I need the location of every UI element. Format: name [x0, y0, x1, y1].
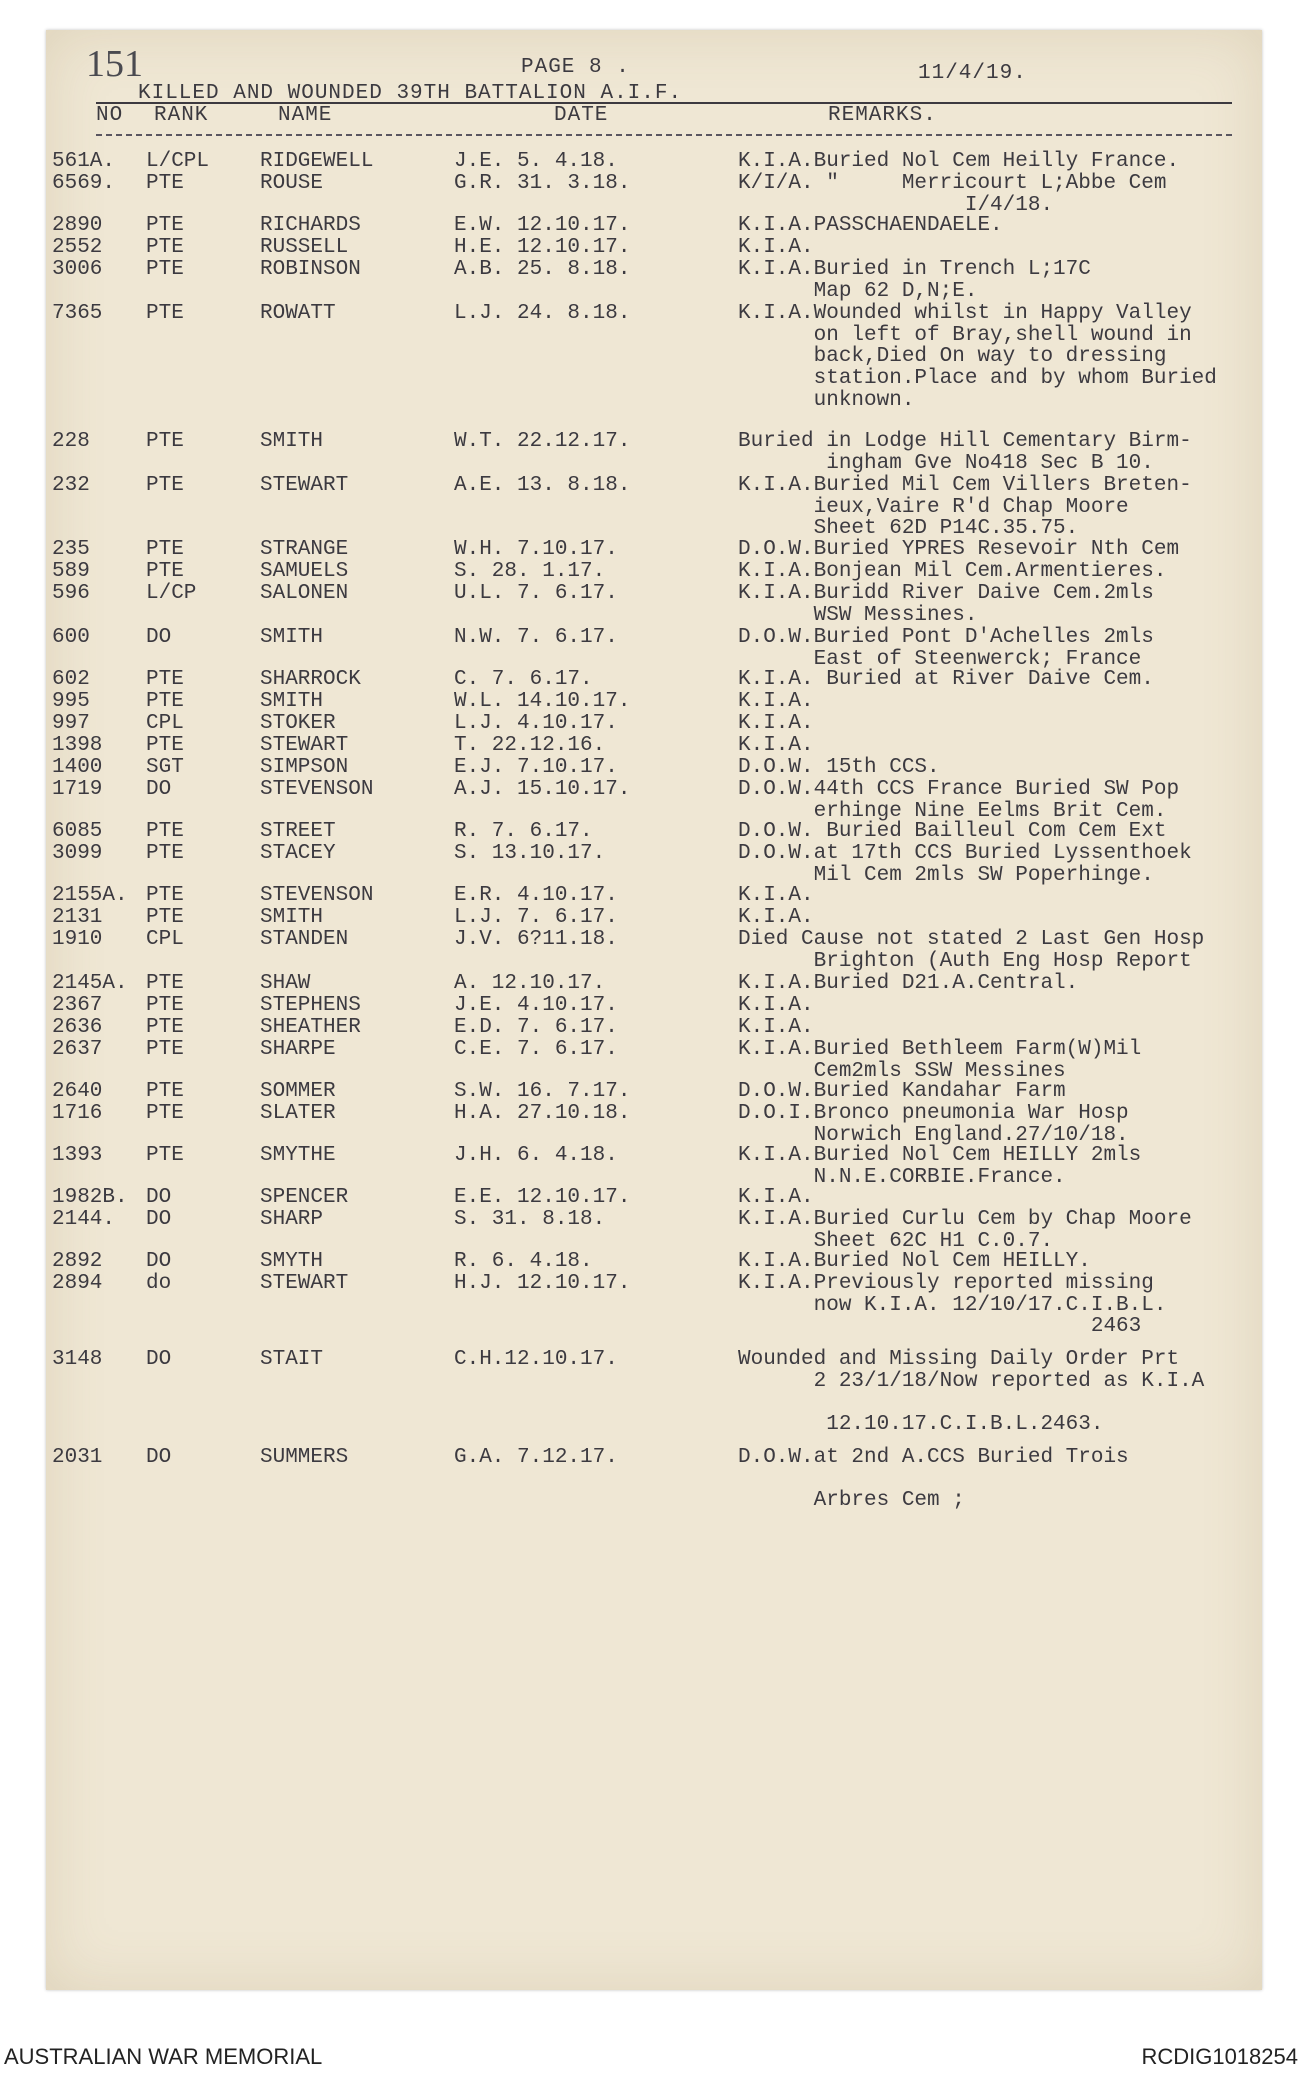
entry-number: 2890 — [52, 214, 103, 237]
entry-name: RIDGEWELL — [260, 150, 374, 173]
entry-rank: PTE — [146, 214, 184, 237]
entry-remarks-line: D.O.I.Bronco pneumonia War Hosp — [738, 1102, 1129, 1125]
entry-name: STEWART — [260, 474, 349, 497]
entry-date: L.J. 24. 8.18. — [454, 302, 631, 325]
entry-name: STEWART — [260, 1272, 349, 1295]
footer-reference: RCDIG1018254 — [1141, 2044, 1298, 2069]
document-title: KILLED AND WOUNDED 39TH BATTALION A.I.F. — [138, 82, 683, 105]
entry-remarks-line: Mil Cem 2mls SW Poperhinge. — [738, 863, 1154, 887]
entry-number: 1910 — [52, 928, 103, 951]
entry-date: G.R. 31. 3.18. — [454, 172, 631, 195]
entry-remarks-line: K.I.A.Buried Curlu Cem by Chap Moore — [738, 1208, 1192, 1231]
entry-remarks-line: K.I.A. — [738, 1186, 814, 1209]
entry-remarks-line: 2 23/1/18/Now reported as K.I.A — [738, 1369, 1205, 1393]
entry-date: H.E. 12.10.17. — [454, 236, 631, 259]
page-label: PAGE 8 . — [521, 56, 630, 79]
entry-name: SOMMER — [260, 1080, 336, 1103]
entry-name: STANDEN — [260, 928, 349, 951]
entry-number: 2367 — [52, 994, 103, 1017]
footer-source: AUSTRALIAN WAR MEMORIAL — [4, 2044, 323, 2069]
entry-number: 235 — [52, 538, 90, 561]
entry-rank: PTE — [146, 734, 184, 757]
entry-remarks-line: ingham Gve No418 Sec B 10. — [738, 451, 1154, 475]
entry-rank: PTE — [146, 172, 184, 195]
entry-remarks-line: K.I.A. — [738, 236, 814, 259]
entry-date: R. 7. 6.17. — [454, 820, 593, 843]
folio-number: 151 — [86, 43, 143, 85]
entry-remarks-line: K.I.A.Buridd River Daive Cem.2mls — [738, 582, 1154, 605]
entry-number: 2637 — [52, 1038, 103, 1061]
entry-remarks-line: K.I.A. — [738, 994, 814, 1017]
entry-remarks-line: K.I.A.Previously reported missing — [738, 1272, 1154, 1295]
entry-date: E.W. 12.10.17. — [454, 214, 631, 237]
entry-date: S. 13.10.17. — [454, 842, 606, 865]
entry-remarks-line: K.I.A. — [738, 884, 814, 907]
entry-rank: PTE — [146, 258, 184, 281]
entry-number: 589 — [52, 560, 90, 583]
entry-remarks-line: unknown. — [738, 388, 915, 412]
entry-remarks-line: D.O.W.at 17th CCS Buried Lyssenthoek — [738, 842, 1192, 865]
entry-name: SMITH — [260, 626, 324, 649]
entry-date: W.T. 22.12.17. — [454, 430, 631, 453]
entry-date: G.A. 7.12.17. — [454, 1446, 618, 1469]
entry-date: N.W. 7. 6.17. — [454, 626, 618, 649]
entry-name: SAMUELS — [260, 560, 349, 583]
entry-rank: SGT — [146, 756, 184, 779]
entry-remarks-line: K.I.A.Buried D21.A.Central. — [738, 972, 1079, 995]
entry-remarks-line: D.O.W.Buried Pont D'Achelles 2mls — [738, 626, 1154, 649]
entry-rank: PTE — [146, 1080, 184, 1103]
entry-rank: DO — [146, 1348, 172, 1371]
entry-name: ROBINSON — [260, 258, 361, 281]
entry-rank: PTE — [146, 1016, 184, 1039]
entry-date: E.R. 4.10.17. — [454, 884, 618, 907]
casualty-list — [46, 30, 1262, 1990]
entry-date: T. 22.12.16. — [454, 734, 606, 757]
entry-remarks-line: now K.I.A. 12/10/17.C.I.B.L. — [738, 1293, 1167, 1317]
entry-rank: L/CP — [146, 582, 197, 605]
entry-remarks-line: K.I.A.Buried Mil Cem Villers Breten- — [738, 474, 1192, 497]
entry-name: SHEATHER — [260, 1016, 361, 1039]
entry-date: J.E. 5. 4.18. — [454, 150, 618, 173]
entry-date: A.E. 13. 8.18. — [454, 474, 631, 497]
entry-date: J.E. 4.10.17. — [454, 994, 618, 1017]
entry-remarks-line: D.O.W.Buried YPRES Resevoir Nth Cem — [738, 538, 1180, 561]
entry-number: 6569. — [52, 172, 116, 195]
entry-name: SMITH — [260, 430, 324, 453]
entry-date: C. 7. 6.17. — [454, 668, 593, 691]
entry-name: SUMMERS — [260, 1446, 349, 1469]
entry-remarks-line: ieux,Vaire R'd Chap Moore — [738, 495, 1129, 519]
entry-remarks-line: K.I.A.Buried Nol Cem HEILLY. — [738, 1250, 1091, 1273]
entry-number: 1398 — [52, 734, 103, 757]
entry-rank: PTE — [146, 668, 184, 691]
entry-name: SPENCER — [260, 1186, 349, 1209]
column-header-rank: RANK — [154, 104, 209, 127]
entry-number: 600 — [52, 626, 90, 649]
entry-date: C.H.12.10.17. — [454, 1348, 618, 1371]
entry-date: A. 12.10.17. — [454, 972, 606, 995]
entry-date: S. 31. 8.18. — [454, 1208, 606, 1231]
entry-number: 596 — [52, 582, 90, 605]
entry-name: SHAW — [260, 972, 311, 995]
document-sheet — [46, 30, 1262, 1990]
entry-number: 228 — [52, 430, 90, 453]
entry-number: 2894 — [52, 1272, 103, 1295]
entry-number: 995 — [52, 690, 90, 713]
entry-rank: DO — [146, 626, 172, 649]
entry-number: 2145A. — [52, 972, 128, 995]
entry-name: SMYTHE — [260, 1144, 336, 1167]
entry-rank: DO — [146, 1446, 172, 1469]
entry-date: E.E. 12.10.17. — [454, 1186, 631, 1209]
entry-remarks-line: Map 62 D,N;E. — [738, 279, 978, 303]
entry-number: 2892 — [52, 1250, 103, 1273]
entry-name: RUSSELL — [260, 236, 349, 259]
entry-rank: PTE — [146, 1102, 184, 1125]
entry-remarks-line: K.I.A. — [738, 712, 814, 735]
entry-name: STAIT — [260, 1348, 324, 1371]
entry-remarks-line: K.I.A. — [738, 906, 814, 929]
entry-remarks-line: Cem2mls SSW Messines — [738, 1059, 1066, 1083]
entry-number: 6085 — [52, 820, 103, 843]
entry-name: SMITH — [260, 690, 324, 713]
entry-number: 2552 — [52, 236, 103, 259]
entry-remarks-line: Buried in Lodge Hill Cementary Birm- — [738, 430, 1192, 453]
entry-number: 2031 — [52, 1446, 103, 1469]
column-header-remarks: REMARKS. — [828, 104, 937, 127]
entry-name: STEPHENS — [260, 994, 361, 1017]
entry-number: 997 — [52, 712, 90, 735]
entry-remarks-line: Arbres Cem ; — [738, 1489, 965, 1513]
entry-date: S. 28. 1.17. — [454, 560, 606, 583]
entry-remarks-line: K.I.A.Buried Nol Cem Heilly France. — [738, 150, 1180, 173]
entry-name: SIMPSON — [260, 756, 349, 779]
entry-rank: PTE — [146, 538, 184, 561]
entry-remarks-line: I/4/18. — [738, 193, 1054, 217]
entry-remarks-line: N.N.E.CORBIE.France. — [738, 1165, 1066, 1189]
entry-date: J.H. 6. 4.18. — [454, 1144, 618, 1167]
entry-rank: DO — [146, 778, 172, 801]
entry-remarks-line: K.I.A.Buried in Trench L;17C — [738, 258, 1091, 281]
entry-name: STOKER — [260, 712, 336, 735]
entry-number: 2640 — [52, 1080, 103, 1103]
entry-number: 561A. — [52, 150, 116, 173]
entry-remarks-line: Died Cause not stated 2 Last Gen Hosp — [738, 928, 1205, 951]
entry-name: SMITH — [260, 906, 324, 929]
entry-date: A.J. 15.10.17. — [454, 778, 631, 801]
entry-remarks-line: 12.10.17.C.I.B.L.2463. — [738, 1413, 1104, 1437]
entry-name: STRANGE — [260, 538, 349, 561]
entry-remarks-line: Wounded and Missing Daily Order Prt — [738, 1348, 1180, 1371]
entry-rank: PTE — [146, 884, 184, 907]
entry-remarks-line: K.I.A. — [738, 1016, 814, 1039]
entry-date: J.V. 6?11.18. — [454, 928, 618, 951]
entry-rank: PTE — [146, 842, 184, 865]
entry-name: SHARPE — [260, 1038, 336, 1061]
entry-rank: PTE — [146, 906, 184, 929]
entry-remarks-line: K.I.A.Buried Nol Cem HEILLY 2mls — [738, 1144, 1142, 1167]
entry-number: 7365 — [52, 302, 103, 325]
entry-remarks-line: station.Place and by whom Buried — [738, 367, 1217, 391]
entry-remarks-line: D.O.W.44th CCS France Buried SW Pop — [738, 778, 1180, 801]
entry-rank: PTE — [146, 820, 184, 843]
entry-number: 3099 — [52, 842, 103, 865]
entry-remarks-line: Sheet 62C H1 C.0.7. — [738, 1229, 1054, 1253]
entry-remarks-line: on left of Bray,shell wound in — [738, 323, 1192, 347]
entry-number: 3006 — [52, 258, 103, 281]
entry-remarks-line: K.I.A. Buried at River Daive Cem. — [738, 668, 1154, 691]
entry-name: SLATER — [260, 1102, 336, 1125]
entry-name: SALONEN — [260, 582, 349, 605]
entry-name: RICHARDS — [260, 214, 361, 237]
entry-number: 1716 — [52, 1102, 103, 1125]
entry-name: SMYTH — [260, 1250, 324, 1273]
entry-number: 1982B. — [52, 1186, 128, 1209]
column-header-no: NO — [96, 104, 124, 127]
entry-rank: PTE — [146, 474, 184, 497]
entry-number: 1393 — [52, 1144, 103, 1167]
entry-remarks-line: D.O.W. Buried Bailleul Com Cem Ext — [738, 820, 1167, 843]
entry-name: SHARP — [260, 1208, 324, 1231]
entry-date: U.L. 7. 6.17. — [454, 582, 618, 605]
entry-name: STEVENSON — [260, 778, 374, 801]
entry-rank: DO — [146, 1250, 172, 1273]
entry-remarks-line: K.I.A.PASSCHAENDAELE. — [738, 214, 1003, 237]
entry-date: H.A. 27.10.18. — [454, 1102, 631, 1125]
entry-remarks-line: K.I.A. — [738, 690, 814, 713]
entry-date: W.L. 14.10.17. — [454, 690, 631, 713]
entry-rank: do — [146, 1272, 172, 1295]
entry-remarks-line: D.O.W. 15th CCS. — [738, 756, 940, 779]
entry-name: STREET — [260, 820, 336, 843]
entry-rank: CPL — [146, 928, 184, 951]
entry-remarks-line: Sheet 62D P14C.35.75. — [738, 517, 1079, 541]
entry-date: L.J. 7. 6.17. — [454, 906, 618, 929]
entry-remarks-line: K/I/A. " Merricourt L;Abbe Cem — [738, 172, 1167, 195]
entry-date: R. 6. 4.18. — [454, 1250, 593, 1273]
entry-rank: CPL — [146, 712, 184, 735]
entry-date: E.J. 7.10.17. — [454, 756, 618, 779]
document-date: 11/4/19. — [918, 62, 1027, 85]
entry-number: 2144. — [52, 1208, 116, 1231]
entry-rank: PTE — [146, 690, 184, 713]
entry-rank: PTE — [146, 236, 184, 259]
entry-rank: PTE — [146, 1038, 184, 1061]
column-header-date: DATE — [554, 104, 609, 127]
entry-rank: PTE — [146, 302, 184, 325]
entry-number: 2636 — [52, 1016, 103, 1039]
entry-name: STEVENSON — [260, 884, 374, 907]
entry-name: SHARROCK — [260, 668, 361, 691]
entry-date: L.J. 4.10.17. — [454, 712, 618, 735]
entry-remarks-line: K.I.A. — [738, 734, 814, 757]
entry-date: S.W. 16. 7.17. — [454, 1080, 631, 1103]
entry-rank: PTE — [146, 430, 184, 453]
entry-rank: PTE — [146, 1144, 184, 1167]
entry-date: C.E. 7. 6.17. — [454, 1038, 618, 1061]
entry-remarks-line: Brighton (Auth Eng Hosp Report — [738, 949, 1192, 973]
entry-rank: PTE — [146, 994, 184, 1017]
entry-date: W.H. 7.10.17. — [454, 538, 618, 561]
entry-date: A.B. 25. 8.18. — [454, 258, 631, 281]
entry-rank: PTE — [146, 972, 184, 995]
entry-remarks-line: K.I.A.Bonjean Mil Cem.Armentieres. — [738, 560, 1167, 583]
entry-remarks-line: D.O.W.Buried Kandahar Farm — [738, 1080, 1066, 1103]
entry-rank: L/CPL — [146, 150, 210, 173]
entry-rank: PTE — [146, 560, 184, 583]
entry-rank: DO — [146, 1186, 172, 1209]
entry-remarks-line: Norwich England.27/10/18. — [738, 1123, 1129, 1147]
entry-name: STEWART — [260, 734, 349, 757]
entry-number: 2131 — [52, 906, 103, 929]
entry-remarks-line: D.O.W.at 2nd A.CCS Buried Trois — [738, 1446, 1129, 1469]
entry-date: H.J. 12.10.17. — [454, 1272, 631, 1295]
entry-remarks-line: WSW Messines. — [738, 603, 978, 627]
entry-number: 1400 — [52, 756, 103, 779]
entry-number: 3148 — [52, 1348, 103, 1371]
entry-remarks-line: 2463 — [738, 1315, 1142, 1339]
entry-name: STACEY — [260, 842, 336, 865]
entry-name: ROUSE — [260, 172, 324, 195]
entry-remarks-line: back,Died On way to dressing — [738, 345, 1167, 369]
entry-remarks-line: erhinge Nine Eelms Brit Cem. — [738, 799, 1167, 823]
column-header-name: NAME — [278, 104, 333, 127]
entry-name: ROWATT — [260, 302, 336, 325]
entry-remarks-line: East of Steenwerck; France — [738, 647, 1142, 671]
entry-number: 232 — [52, 474, 90, 497]
entry-remarks-line: K.I.A.Buried Bethleem Farm(W)Mil — [738, 1038, 1142, 1061]
entry-number: 602 — [52, 668, 90, 691]
entry-date: E.D. 7. 6.17. — [454, 1016, 618, 1039]
entry-number: 1719 — [52, 778, 103, 801]
entry-remarks-line: K.I.A.Wounded whilst in Happy Valley — [738, 302, 1192, 325]
entry-rank: DO — [146, 1208, 172, 1231]
entry-number: 2155A. — [52, 884, 128, 907]
